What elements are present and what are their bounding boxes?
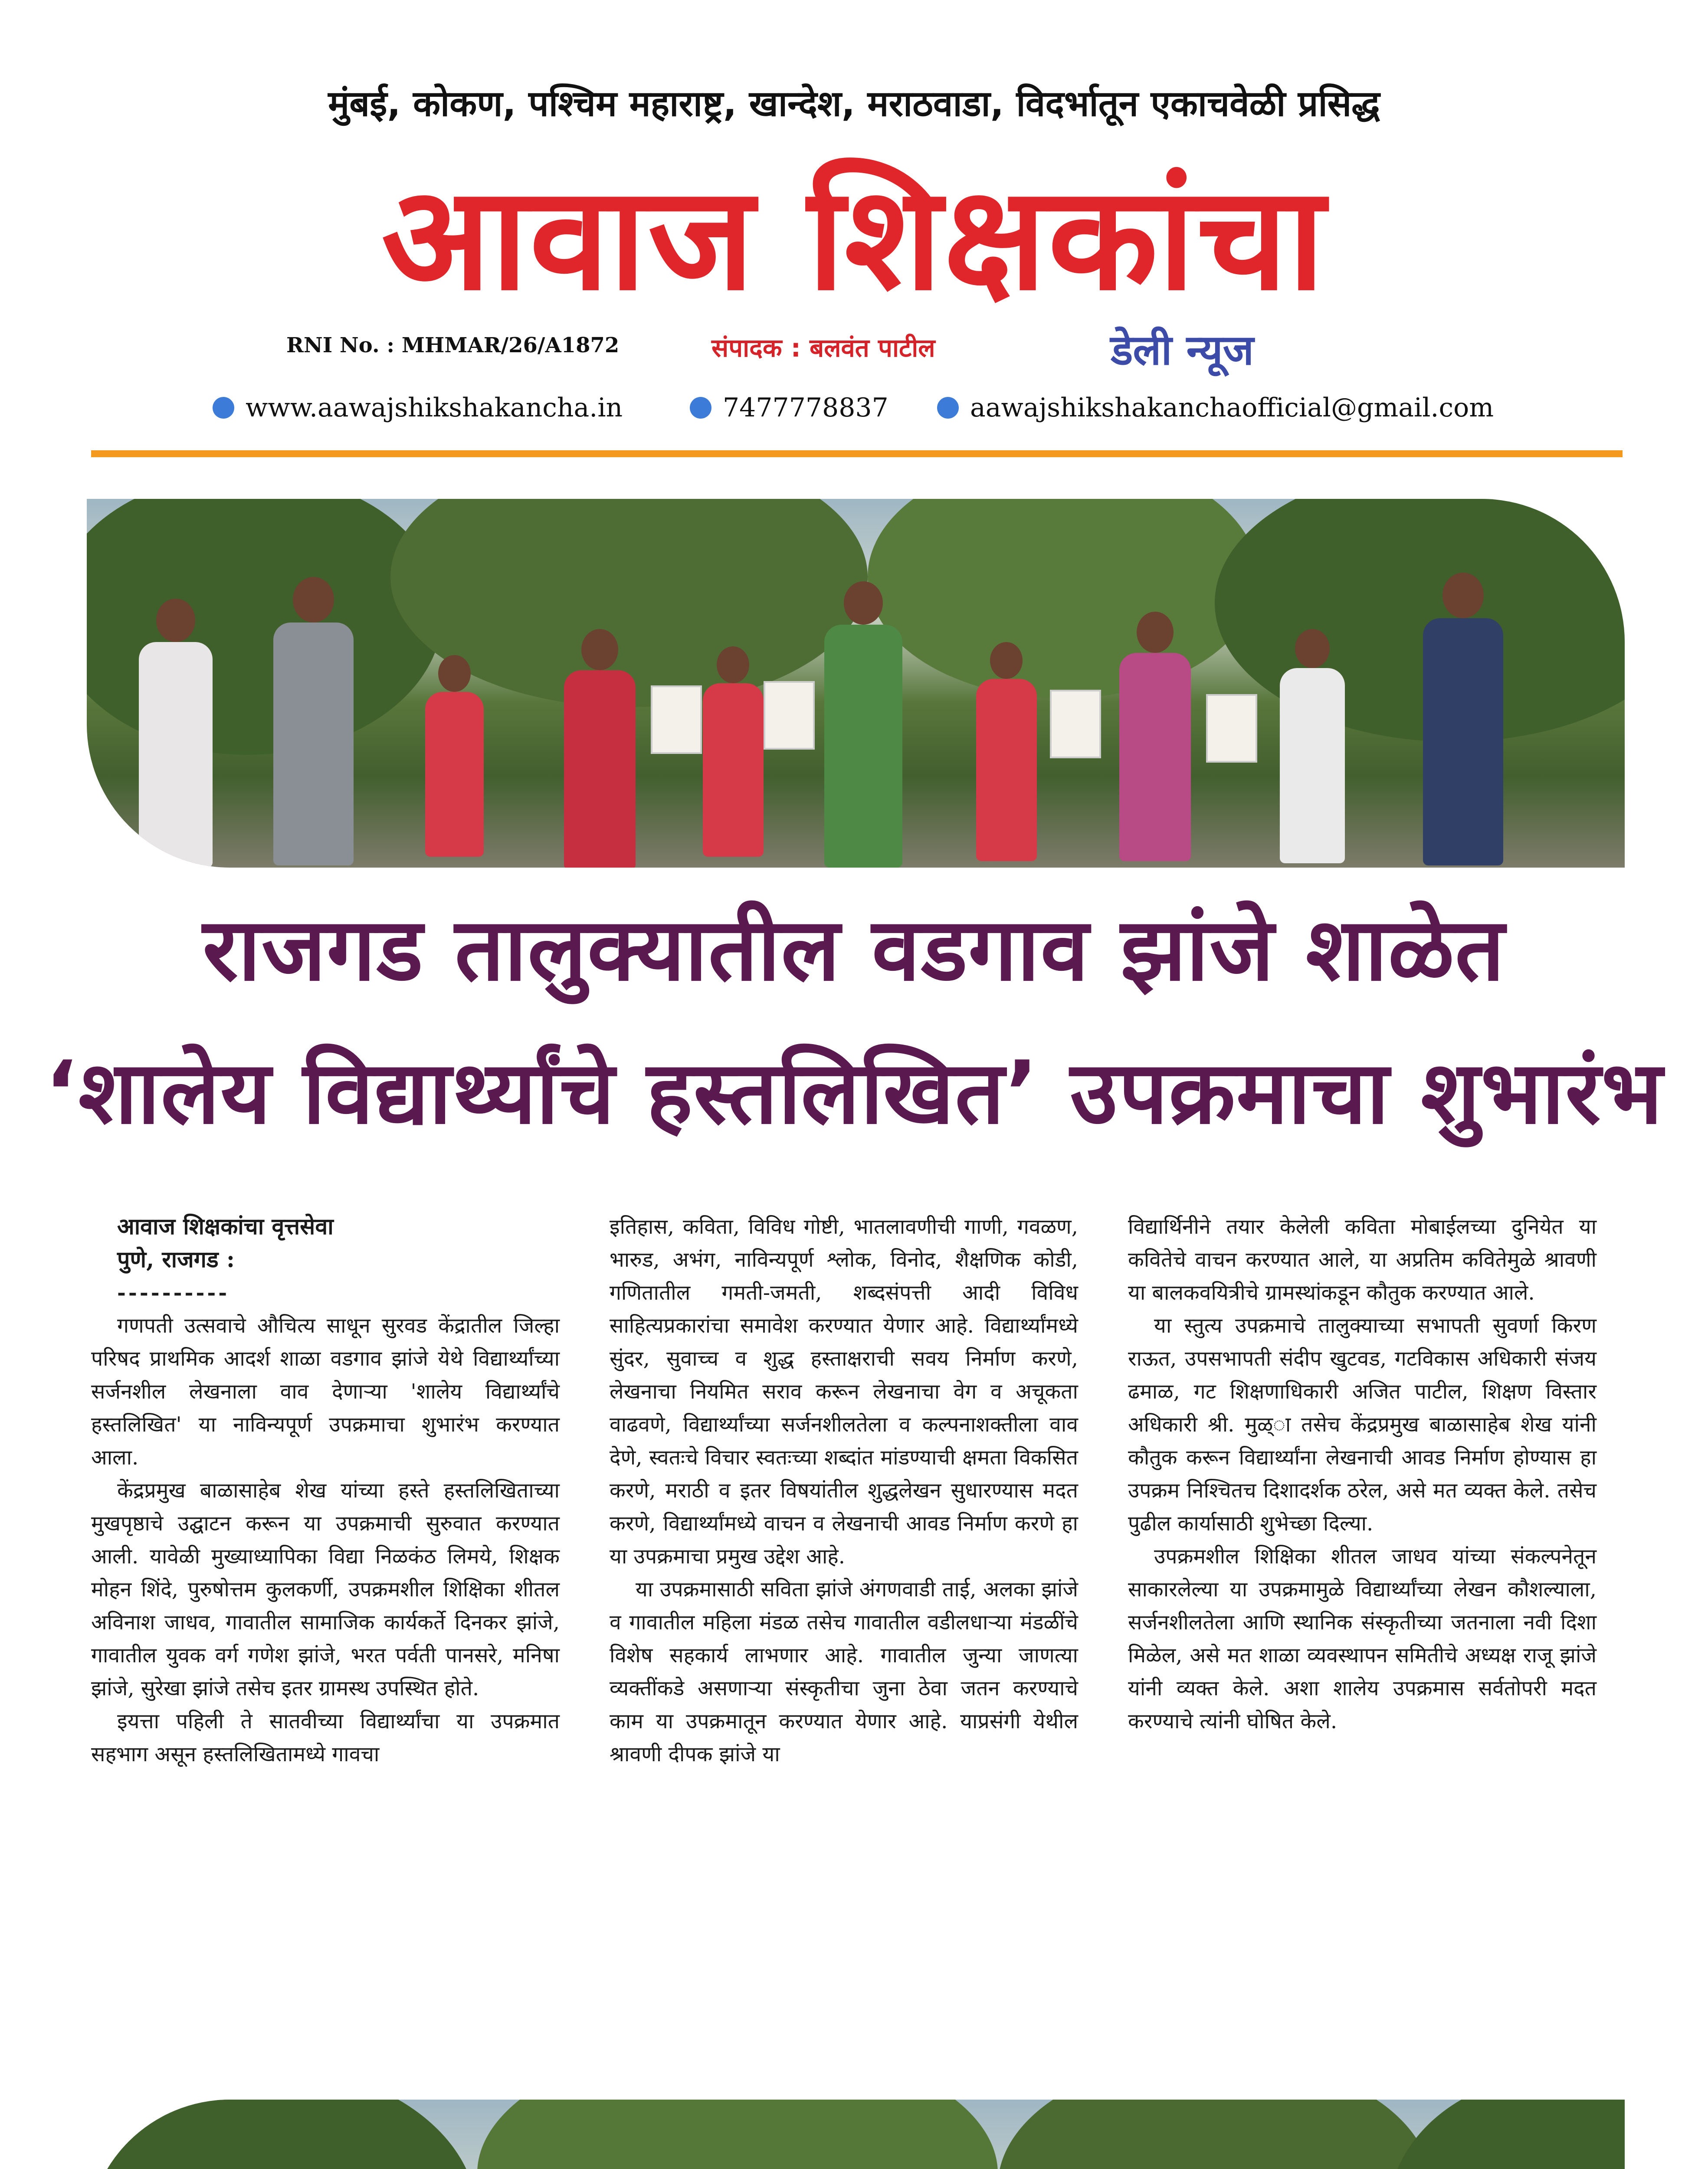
article-column-1 bbox=[91, 1210, 560, 1771]
email-text: aawajshikshakanchaofficial@gmail.com bbox=[970, 393, 1494, 423]
article-column-2 bbox=[610, 1210, 1078, 1771]
phone-text: 7477778837 bbox=[723, 393, 888, 423]
daily-news-label: डेली न्यूज bbox=[1111, 326, 1254, 374]
paragraph: गणपती उत्सवाचे औचित्य साधून सुरवड केंद्रातील जिल्हा परिषद प्राथमिक आदर्श शाळा वडगाव झांजे येथे विद्यार्थ्यांच्या सर्जनशील लेखनाला वाव देणाऱ्या 'शालेय विद्यार्थ्यांचे हस्तलिखित' या नाविन्यपूर्ण उपक्रमाचा शुभारंभ करण्यात आला. bbox=[91, 1314, 560, 1470]
website-text: www.aawajshikshakancha.in bbox=[246, 393, 623, 423]
article-column-3 bbox=[1128, 1210, 1597, 1738]
editor-credit: संपादक : बलवंत पाटील bbox=[711, 333, 935, 363]
masthead-tagline: मुंबई, कोकण, पश्चिम महाराष्ट्र, खान्देश, मराठवाडा, विदर्भातून एकाचवेळी प्रसिद्ध bbox=[328, 83, 1380, 125]
rni-number: RNI No. : MHMAR/26/A1872 bbox=[286, 333, 620, 357]
email-contact[interactable] bbox=[937, 393, 1494, 423]
event-photo-bottom bbox=[87, 2100, 1625, 2169]
paragraph: इयत्ता पहिली ते सातवीच्या विद्यार्थ्यांचा या उपक्रमात सहभाग असून हस्तलिखितामध्ये गावचा bbox=[91, 1709, 560, 1766]
paragraph: या स्तुत्य उपक्रमाचे तालुक्याच्या सभापती सुवर्णा किरण राऊत, उपसभापती संदीप खुटवड, गटविकास अधिकारी संजय ढमाळ, गट शिक्षणाधिकारी अजित पाटील, शिक्षण विस्तार अधिकारी श्री. मुळ्ा तसेच केंद्रप्रमुख बाळासाहेब शेख यांनी कौतुक करून विद्यार्थ्यांना लेखनाची आवड निर्माण होण्यास हा उपक्रम निश्चितच दिशादर्शक ठरेल, असे मत व्यक्त केले. तसेच पुढील कार्यासाठी शुभेच्छा दिल्या. bbox=[1128, 1314, 1597, 1536]
globe-icon bbox=[213, 397, 234, 419]
paragraph: या उपक्रमासाठी सविता झांजे अंगणवाडी ताई, अलका झांजे व गावातील महिला मंडळ तसेच गावातील वडीलधाऱ्या मंडळींचे विशेष सहकार्य लाभणार आहे. गावातील जुन्या जाणत्या व्यक्तींकडे असणाऱ्या संस्कृतीचा जुना ठेवा जतन करण्याचे काम या उपक्रमातून करण्यात येणार आहे. याप्रसंगी येथील श्रावणी दीपक झांजे या bbox=[610, 1577, 1078, 1766]
headline-line-2: ‘शालेय विद्यार्थ्यांचे हस्तलिखित’ उपक्रमाचा शुभारंभ bbox=[44, 1042, 1664, 1143]
paragraph: उपक्रमशील शिक्षिका शीतल जाधव यांच्या संकल्पनेतून साकारलेल्या या उपक्रमामुळे विद्यार्थ्यांच्या लेखन कौशल्याला, सर्जनशीलतेला आणि स्थानिक संस्कृतीच्या जतनाला नवी दिशा मिळेल, असे मत शाळा व्यवस्थापन समितीचे अध्यक्ष राजू झांजे यांनी व्यक्त केले. अशा शालेय उपक्रमास सर्वतोपरी मदत करण्याचे त्यांनी घोषित केले. bbox=[1128, 1544, 1597, 1733]
byline-service: आवाज शिक्षकांचा वृत्तसेवा bbox=[117, 1213, 334, 1240]
byline-location: पुणे, राजगड : bbox=[117, 1246, 235, 1273]
phone-icon bbox=[690, 397, 711, 419]
byline-separator: ---------- bbox=[117, 1281, 230, 1305]
website-contact[interactable] bbox=[213, 393, 623, 423]
masthead-divider bbox=[91, 450, 1623, 457]
paragraph: केंद्रप्रमुख बाळासाहेब शेख यांच्या हस्ते हस्तलिखिताच्या मुखपृष्ठाचे उद्घाटन करून या उपक्रमाची सुरुवात करण्यात आली. यावेळी मुख्याध्यापिका विद्या निळकंठ लिमये, शिक्षक मोहन शिंदे, पुरुषोत्तम कुलकर्णी, उपक्रमशील शिक्षिका शीतल अविनाश जाधव, गावातील सामाजिक कार्यकर्ते दिनकर झांजे, गावातील युवक वर्ग गणेश झांजे, भरत पर्वती पानसरे, मनिषा झांजे, सुरेखा झांजे तसेच इतर ग्रामस्थ उपस्थित होते. bbox=[91, 1478, 560, 1700]
newspaper-title: आवाज शिक्षकांचा bbox=[381, 155, 1327, 322]
email-icon bbox=[937, 397, 959, 419]
headline-line-1: राजगड तालुक्यातील वडगाव झांजे शाळेत bbox=[203, 899, 1505, 1000]
phone-contact[interactable] bbox=[690, 393, 888, 423]
paragraph: इतिहास, कविता, विविध गोष्टी, भातलावणीची गाणी, गवळण, भारुड, अभंग, नाविन्यपूर्ण श्लोक, विनोद, शैक्षणिक कोडी, गणितातील गमती-जमती, शब्दसंपत्ती आदी विविध साहित्यप्रकारांचा समावेश करण्यात येणार आहे. विद्यार्थ्यांमध्ये सुंदर, सुवाच्च व शुद्ध हस्ताक्षराची सवय निर्माण करणे, लेखनाचा नियमित सराव करून लेखनाचा वेग व अचूकता वाढवणे, विद्यार्थ्यांच्या सर्जनशीलतेला व कल्पनाशक्तीला वाव देणे, स्वतःचे विचार स्वतःच्या शब्दांत मांडण्याची क्षमता विकसित करणे, मराठी व इतर विषयांतील शुद्धलेखन सुधारण्यास मदत करणे, विद्यार्थ्यांमध्ये वाचन व लेखनाची आवड निर्माण करणे हा या उपक्रमाचा प्रमुख उद्देश आहे. bbox=[610, 1215, 1078, 1569]
paragraph: विद्यार्थिनीने तयार केलेली कविता मोबाईलच्या दुनियेत या कवितेचे वाचन करण्यात आले, या अप्रतिम कवितेमुळे श्रावणी या बालकवयित्रीचे ग्रामस्थांकडून कौतुक करण्यात आले. bbox=[1128, 1215, 1597, 1305]
event-photo-top bbox=[87, 499, 1625, 868]
